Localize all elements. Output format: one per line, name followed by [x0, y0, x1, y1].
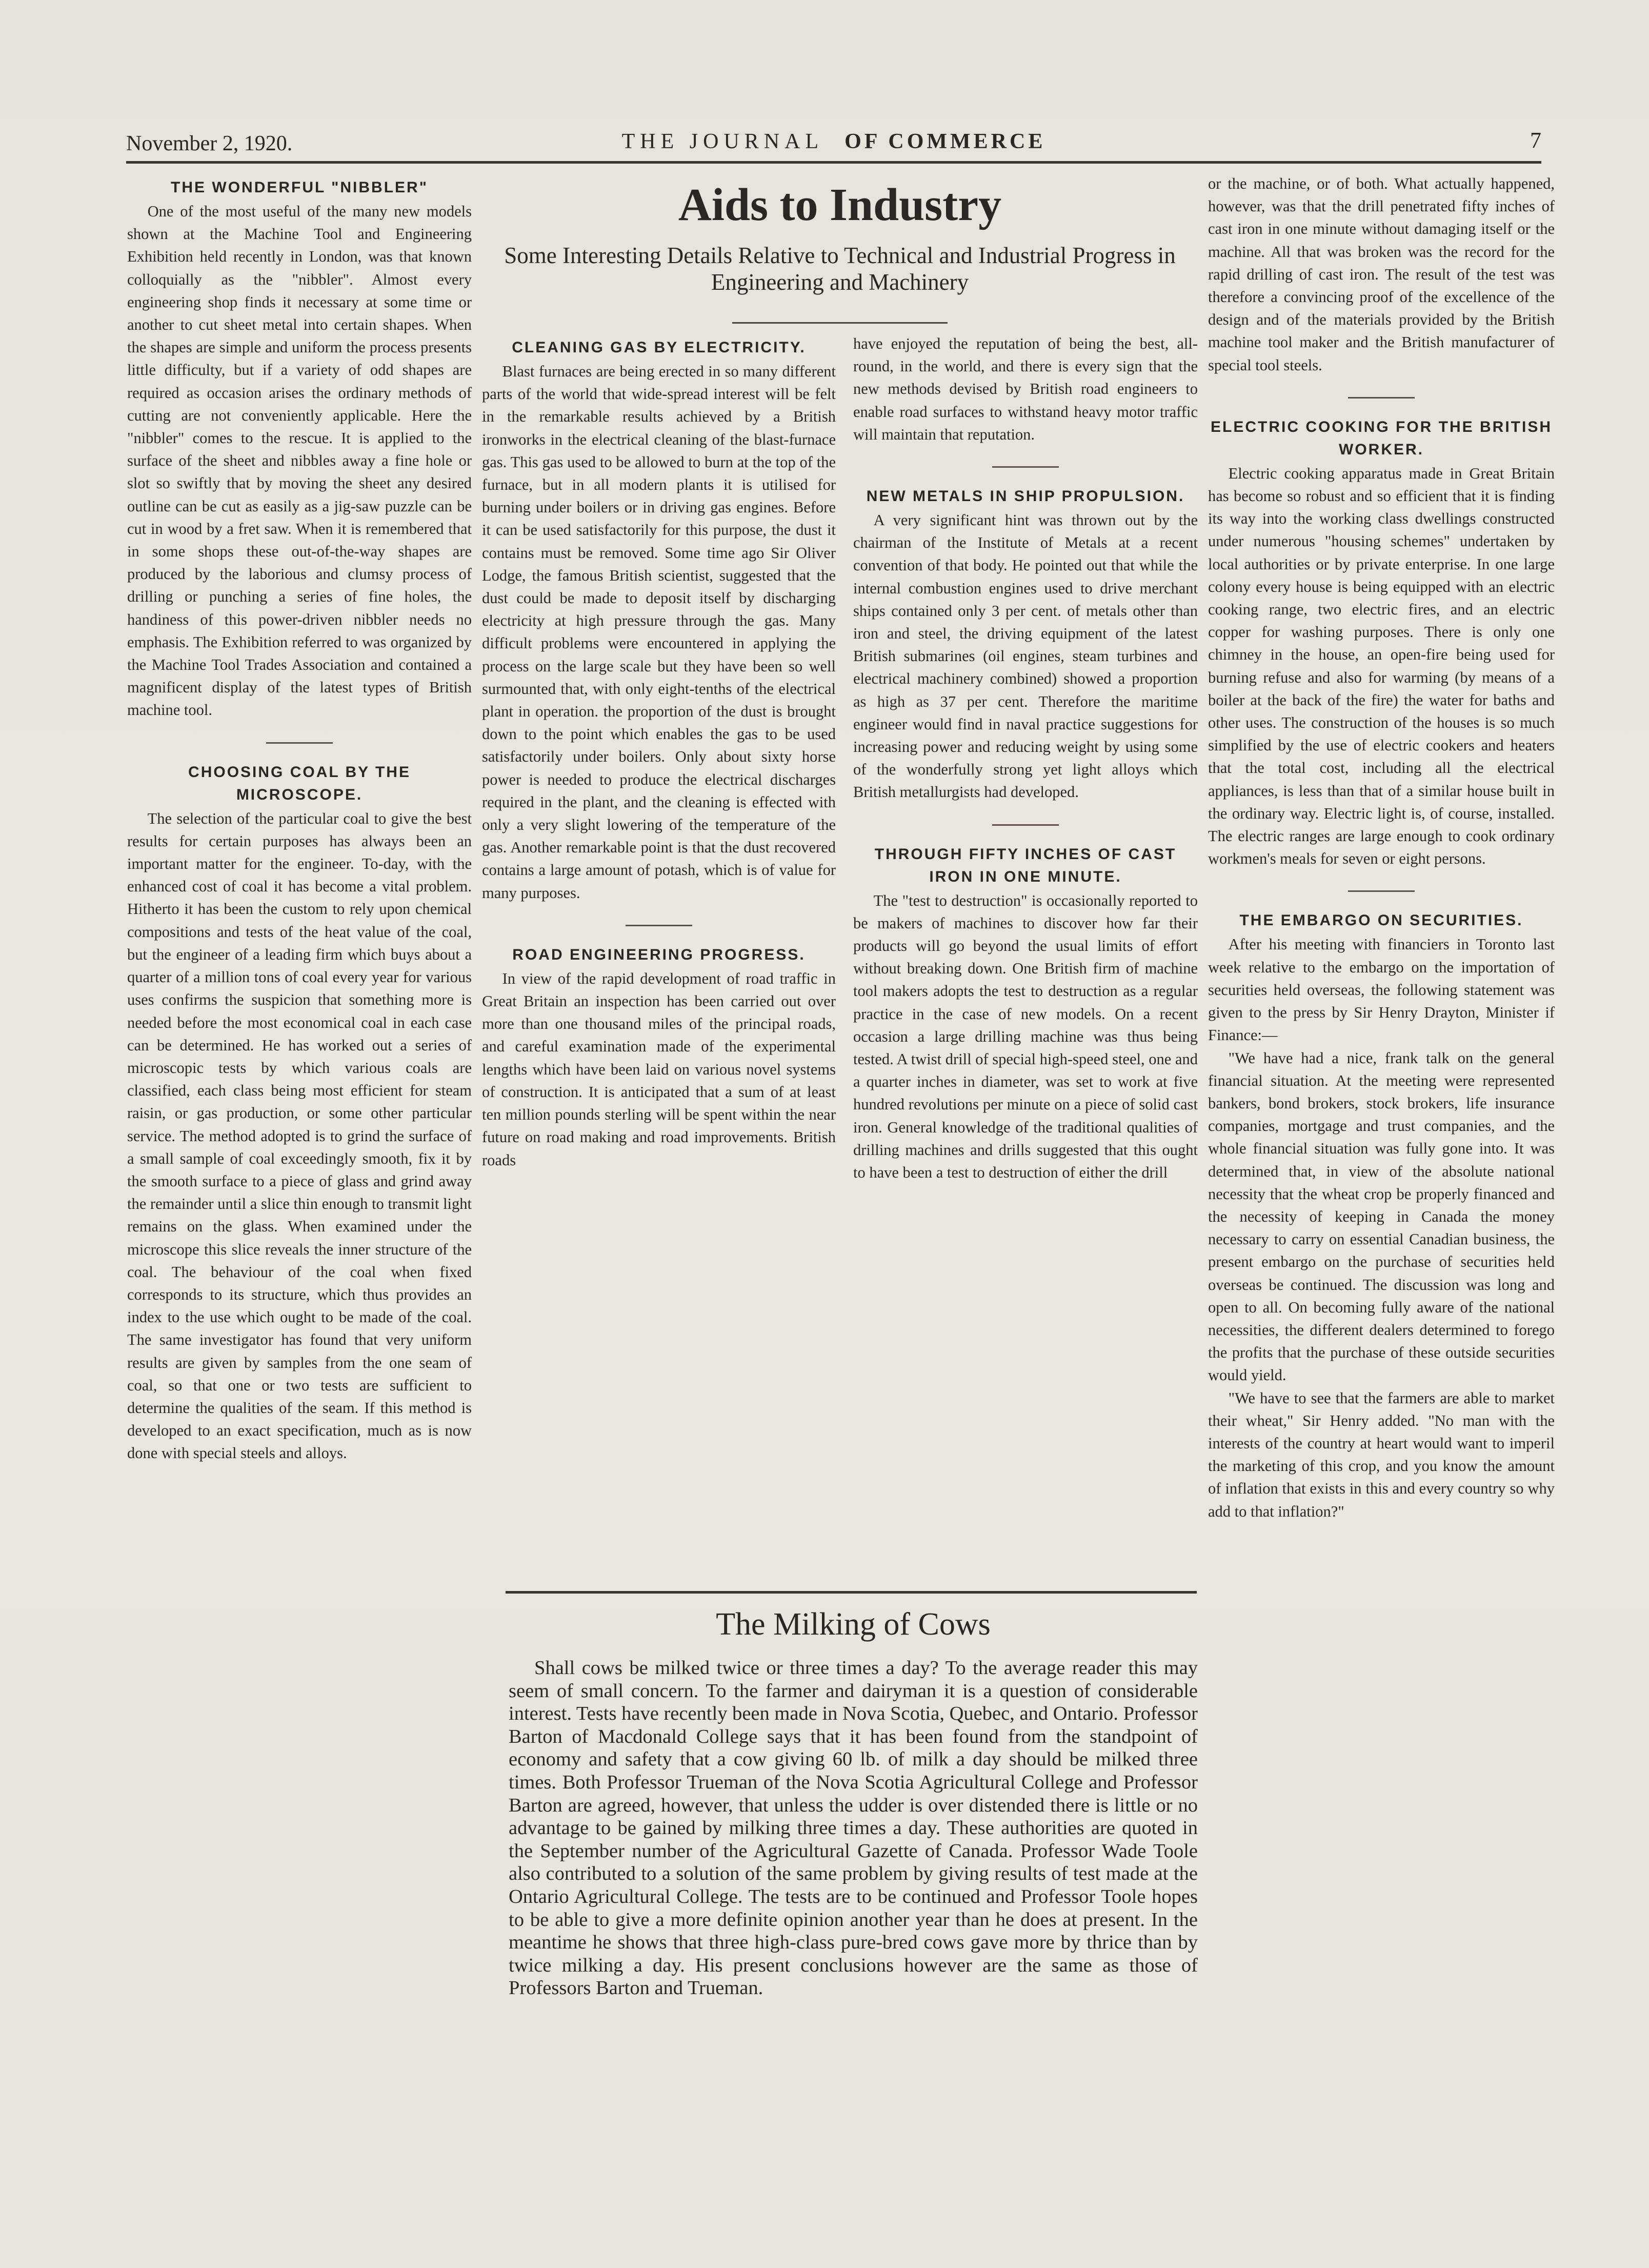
column-1 [127, 172, 472, 1465]
article-heading-coal: CHOOSING COAL BY THE MICROSCOPE. [188, 763, 411, 803]
article-body-gas: Blast furnaces are being erected in so many different parts of the world that wide-spread interest will be felt in the remarkable results achieved by a British ironworks in the electrical cleaning of the blast-furnace gas. This gas used to be allowed to burn at the top of the furnace, but in all modern plants it is utilised for burning under boilers or in driving gas engines. Before it can be used satisfactorily for this purpose, the dust it contains must be removed. Some time ago Sir Oliver Lodge, the famous British scientist, suggested that the dust could be made to deposit itself by discharging electricity at high pressure through the gas. Many difficult problems were encountered in applying the process on the large scale but they have been so well surmounted that, with only eight-tenths of the electrical plant in operation. the proportion of the dust is brought down to the point which enables the gas to be used satisfactorily under boilers. Only about sixty horse power is needed to produce the electrical discharges required in the plant, and the cleaning is effected with only a very slight lowering of the temperature of the gas. Another remarkable point is that the dust recovered contains a large amount of potash, which is of value for many purposes. [482, 363, 836, 902]
article-heading-cooking: ELECTRIC COOKING FOR THE BRITISH WORKER. [1211, 418, 1552, 458]
article-body-drill: The "test to destruction" is occasionally reported to be makers of machines to discover how far their products will go beyond the usual limits of effort without breaking down. One British firm of machine tool makers adopts the test to destruction as a regular practice in the case of new models. On a recent occasion a large drilling machine was thus being tested. A twist drill of special high-speed steel, one and a quarter inches in diameter, was set to work at five hundred revolutions per minute on a piece of solid cast iron. General knowledge of the traditional qualities of drilling machines and drills suggested that this ought to have been a test to destruction of either the drill [853, 891, 1198, 1182]
article-heading-cows: The Milking of Cows [716, 1607, 991, 1642]
page-number: 7 [1530, 128, 1541, 153]
journal-title-prefix: THE JOURNAL [621, 130, 824, 153]
section-divider-thick [506, 1591, 1197, 1594]
feature-header [482, 180, 1198, 324]
article-heading-metals: NEW METALS IN SHIP PROPULSION. [866, 488, 1185, 505]
column-2 [482, 332, 836, 1171]
article-body-metals: A very significant hint was thrown out by the chairman of the Institute of Metals at a recent convention of that body. He pointed out that while the internal combustion engines used to drive merchant ships contained only 3 per cent. of metals other than iron and steel, the driving equipment of the latest British submarines (oil engines, steam turbines and electrical machinery combined) showed a proportion as high as 37 per cent. Therefore the maritime engineer would find in naval practice suggestions for increasing power and reducing weight by using some of the wonderfully strong yet light alloys which British metallurgists had developed. [853, 511, 1198, 801]
section-divider [992, 466, 1059, 468]
column-4 [1208, 172, 1555, 1523]
section-divider [1348, 890, 1415, 892]
article-body-embargo-quote-2: "We have to see that the farmers are able to market their wheat," Sir Henry added. "No man with the interests of the country at heart would want to imperil the marketing of this crop, and you know the amount of inflation that exists in this and every country so why add to that inflation?" [1208, 1389, 1555, 1520]
article-heading-road: ROAD ENGINEERING PROGRESS. [512, 946, 806, 963]
section-divider [992, 824, 1059, 826]
page-header [126, 127, 1541, 164]
issue-date: November 2, 1920. [126, 132, 293, 155]
journal-title [126, 129, 1541, 154]
article-body-coal: The selection of the particular coal to give the best results for certain purposes has always been an important matter for the engineer. To-day, with the enhanced cost of coal it has become a vital problem. Hitherto it has been the custom to rely upon chemical compositions and tests of the heat value of the coal, but the engineer of a leading firm which buys about a quarter of a million tons of coal every year for various uses confirms the suspicion that something more is needed before the most economical coal in each case can be determined. He has worked out a series of microscopic tests by which various coals are classified, each class being most efficient for steam raisin, or gas production, or some other particular service. The method adopted is to grind the surface of a small sample of coal exceedingly smooth, fix it by the smooth surface to a piece of glass and grind away the remainder until a slice thin enough to transmit light remains on the glass. When examined under the microscope this slice reveals the inner structure of the coal. The behaviour of the coal when fixed corresponds to its structure, which thus provides an index to the use which ought to be made of the coal. The same investigator has found that very uniform results are given by samples from the one seam of coal, so that one or two tests are sufficient to determine the qualities of the seam. If this method is developed to an exact specification, much as is now done with special steels and alloys. [127, 809, 472, 1462]
article-heading-drill: THROUGH FIFTY INCHES OF CAST IRON IN ONE MINUTE. [874, 845, 1177, 885]
section-divider [626, 925, 692, 926]
feature-divider [732, 322, 948, 324]
article-body-embargo-quote-1: "We have had a nice, frank talk on the general financial situation. At the meeting were represented bankers, bond brokers, stock brokers, life insurance companies, mortgage and trust companies, and the whole financial situation was fully gone into. It was determined that, in view of the absolute national necessity that the wheat crop be properly financed and the necessity of keeping in Canada the money necessary to carry on essential Canadian business, the present embargo on the purchase of securities held overseas be continued. The discussion was long and open to all. On becoming fully aware of the national necessities, the different dealers determined to forego the profits that the purchase of these outside securities would yield. [1208, 1049, 1555, 1384]
article-heading-gas: CLEANING GAS BY ELECTRICITY. [512, 339, 806, 356]
article-body-drill-continued: or the machine, or of both. What actually happened, however, was that the drill penetrated fifty inches of cast iron in one minute without damaging itself or the machine. All that was broken was the record for the rapid drilling of cast iron. The result of the test was therefore a convincing proof of the excellence of the design and of the materials provided by the British machine tool maker and the British manufacturer of special tool steels. [1208, 175, 1555, 374]
feature-subtitle: Some Interesting Details Relative to Technical and Industrial Progress in Engineering and Machinery [504, 243, 1176, 295]
article-body-cows: Shall cows be milked twice or three times a day? To the average reader this may seem of small concern. To the farmer and dairyman it is a question of considerable interest. Tests have recently been made in Nova Scotia, Quebec, and Ontario. Professor Barton of Macdonald College says that it has been found from the standpoint of economy and safety that a cow giving 60 lb. of milk a day should be milked three times. Both Professor Trueman of the Nova Scotia Agricultural College and Professor Barton are agreed, however, that unless the udder is over distended there is little or no advantage to be gained by milking three times a day. These authorities are quoted in the September number of the Agricultural Gazette of Canada. Professor Wade Toole also contributed to a solution of the same problem by giving results of test made at the Ontario Agricultural College. The tests are to be continued and Professor Toole hopes to be able to give a more definite opinion another year than he does at present. In the meantime he shows that three high-class pure-bred cows gave more by thrice than by twice milking a day. His present conclusions however are the same as those of Professors Barton and Trueman. [509, 1657, 1198, 1999]
section-divider [266, 742, 333, 744]
article-body-embargo: After his meeting with financiers in Toronto last week relative to the embargo on the importation of securities held overseas, the following statement was given to the press by Sir Henry Drayton, Minister if Finance:— [1208, 936, 1555, 1044]
article-body-road: In view of the rapid development of road traffic in Great Britain an inspection has been carried out over more than one thousand miles of the principal roads, and careful examination made of the experimental lengths which have been laid on various novel systems of construction. It is anticipated that a sum of at least ten million pounds sterling will be spent within the near future on road making and road improvements. British roads [482, 969, 836, 1169]
journal-title-suffix: OF COMMERCE [844, 130, 1046, 153]
section-divider [1348, 397, 1415, 399]
article-heading-nibbler: THE WONDERFUL "NIBBLER" [171, 179, 428, 196]
article-body-cooking: Electric cooking apparatus made in Great Britain has become so robust and so efficient that it is finding its way into the working class dwellings constructed under numerous "housing schemes" undertaken by local authorities or by private enterprise. In one large colony every house is being equipped with an electric cooking range, two electric fires, and an electric copper for washing purposes. There is only one chimney in the house, an open-fire being used for burning refuse and also for warming (by means of a boiler at the back of the fire) the water for baths and other uses. The construction of the houses is so much simplified by the use of electric cookers and heaters that the total cost, including all the electrical appliances, is less than that of a similar house built in the ordinary way. Electric light is, of course, installed. The electric ranges are large enough to cook ordinary workmen's meals for seven or eight persons. [1208, 464, 1555, 868]
article-cows [509, 1605, 1198, 2000]
feature-title: Aids to Industry [678, 180, 1002, 230]
article-body-nibbler: One of the most useful of the many new models shown at the Machine Tool and Engineering Exhibition held recently in London, was that known colloquially as the "nibbler". Almost every engineering shop finds it necessary at some time or another to cut sheet metal into certain shapes. When the shapes are simple and uniform the process presents little difficulty, but if a variety of odd shapes are required as occasion arises the ordinary methods of cutting are not conveniently applicable. Here the "nibbler" comes to the rescue. It is applied to the surface of the sheet and nibbles away a fine hole or slot so swiftly that by moving the sheet any desired outline can be cut as easily as a jig-saw puzzle can be cut in wood by a fret saw. When it is remembered that in some shops these out-of-the-way shapes are produced by the laborious and clumsy process of drilling or punching a series of fine holes, the handiness of this power-driven nibbler needs no emphasis. The Exhibition referred to was organized by the Machine Tool Trades Association and contained a magnificent display of the latest types of British machine tool. [127, 203, 472, 719]
article-heading-embargo: THE EMBARGO ON SECURITIES. [1239, 912, 1523, 929]
column-3 [853, 332, 1198, 1184]
article-body-road-continued: have enjoyed the reputation of being the best, all-round, in the world, and there is every sign that the new methods devised by British road engineers to enable road surfaces to withstand heavy motor traffic will maintain that reputation. [853, 335, 1198, 443]
